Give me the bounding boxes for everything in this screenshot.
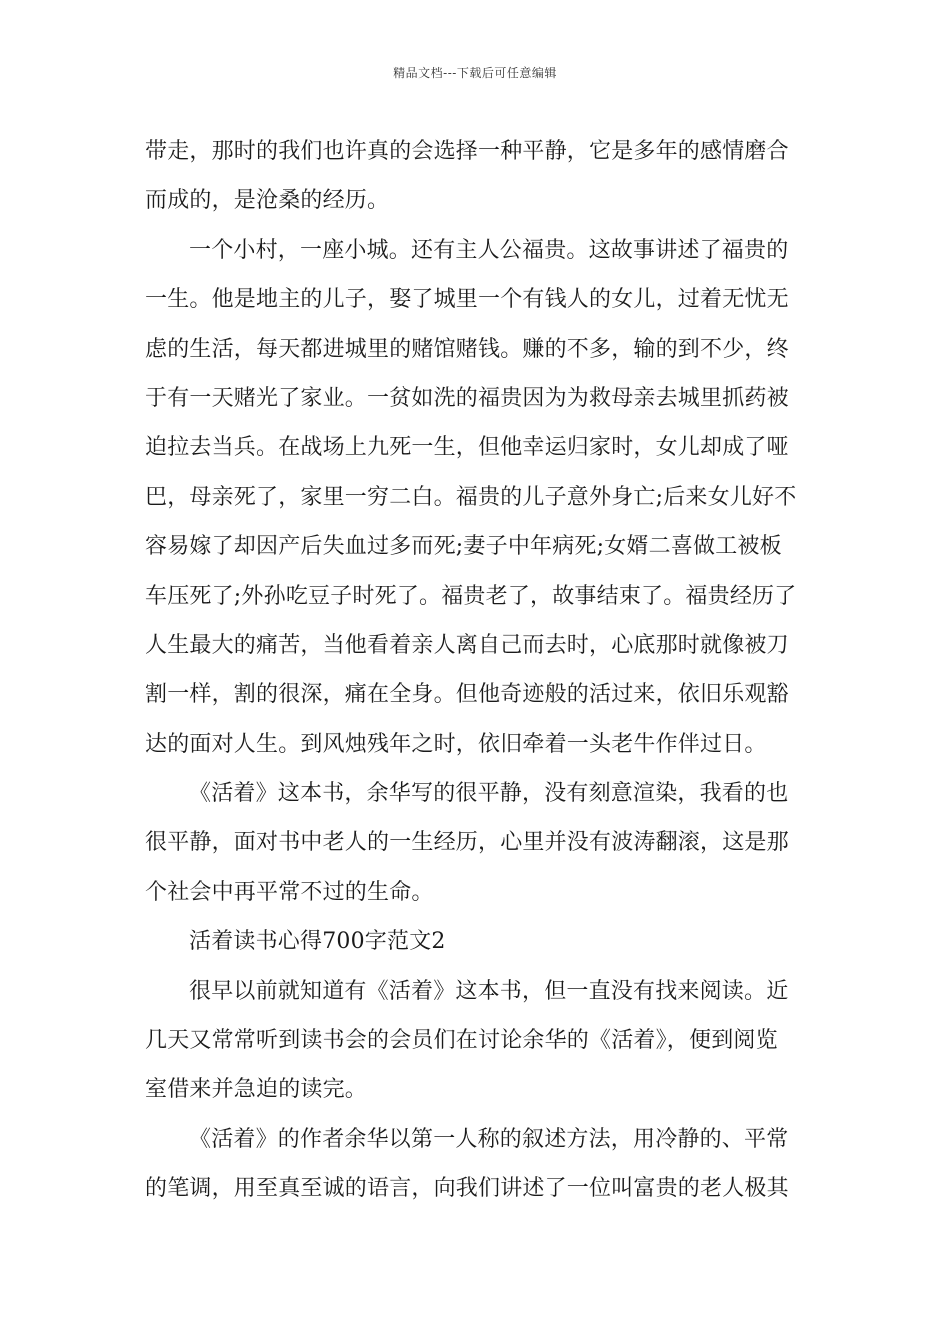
text-line: 达的面对人生。到风烛残年之时，依旧牵着一头老牛作伴过日。 (145, 731, 767, 757)
text-line: 个社会中再平常不过的生命。 (145, 879, 434, 905)
text-line: 几天又常常听到读书会的会员们在讨论余华的《活着》，便到阅览 (145, 1028, 778, 1054)
text-line: 于有一天赌光了家业。一贫如洗的福贵因为为救母亲去城里抓药被 (145, 385, 789, 411)
text-line: 割一样，割的很深，痛在全身。但他奇迹般的活过来，依旧乐观豁 (145, 682, 789, 708)
page-header: 精品文档---下载后可任意编辑 (393, 66, 557, 80)
text-line: 车压死了;外孙吃豆子时死了。福贵老了，故事结束了。福贵经历了 (145, 583, 797, 609)
section-heading: 活着读书心得700字范文2 (189, 929, 446, 955)
text-line: 《活着》这本书，余华写的很平静，没有刻意渲染，我看的也 (189, 781, 789, 807)
text-line: 一生。他是地主的儿子，娶了城里一个有钱人的女儿，过着无忧无 (145, 287, 789, 313)
text-line: 很早以前就知道有《活着》这本书，但一直没有找来阅读。近 (189, 978, 789, 1004)
text-line: 的笔调，用至真至诚的语言，向我们讲述了一位叫富贵的老人极其 (145, 1176, 789, 1202)
document-body (145, 127, 805, 1214)
text-line: 一个小村，一座小城。还有主人公福贵。这故事讲述了福贵的 (189, 237, 789, 263)
text-line: 很平静，面对书中老人的一生经历，心里并没有波涛翻滚，这是那 (145, 830, 789, 856)
text-line: 而成的，是沧桑的经历。 (145, 188, 390, 214)
text-line: 迫拉去当兵。在战场上九死一生，但他幸运归家时，女儿却成了哑 (145, 435, 789, 461)
text-line: 虑的生活，每天都进城里的赌馆赌钱。赚的不多，输的到不少，终 (145, 336, 789, 362)
text-line: 容易嫁了却因产后失血过多而死;妻子中年病死;女婿二喜做工被板 (145, 534, 782, 560)
text-line: 巴，母亲死了，家里一穷二白。福贵的儿子意外身亡;后来女儿好不 (145, 484, 797, 510)
text-line: 《活着》的作者余华以第一人称的叙述方法，用冷静的、平常 (189, 1126, 789, 1152)
text-line: 人生最大的痛苦，当他看着亲人离自己而去时，心底那时就像被刀 (145, 632, 789, 658)
text-line: 室借来并急迫的读完。 (145, 1077, 368, 1103)
text-line: 带走，那时的我们也许真的会选择一种平静，它是多年的感情磨合 (145, 139, 789, 164)
